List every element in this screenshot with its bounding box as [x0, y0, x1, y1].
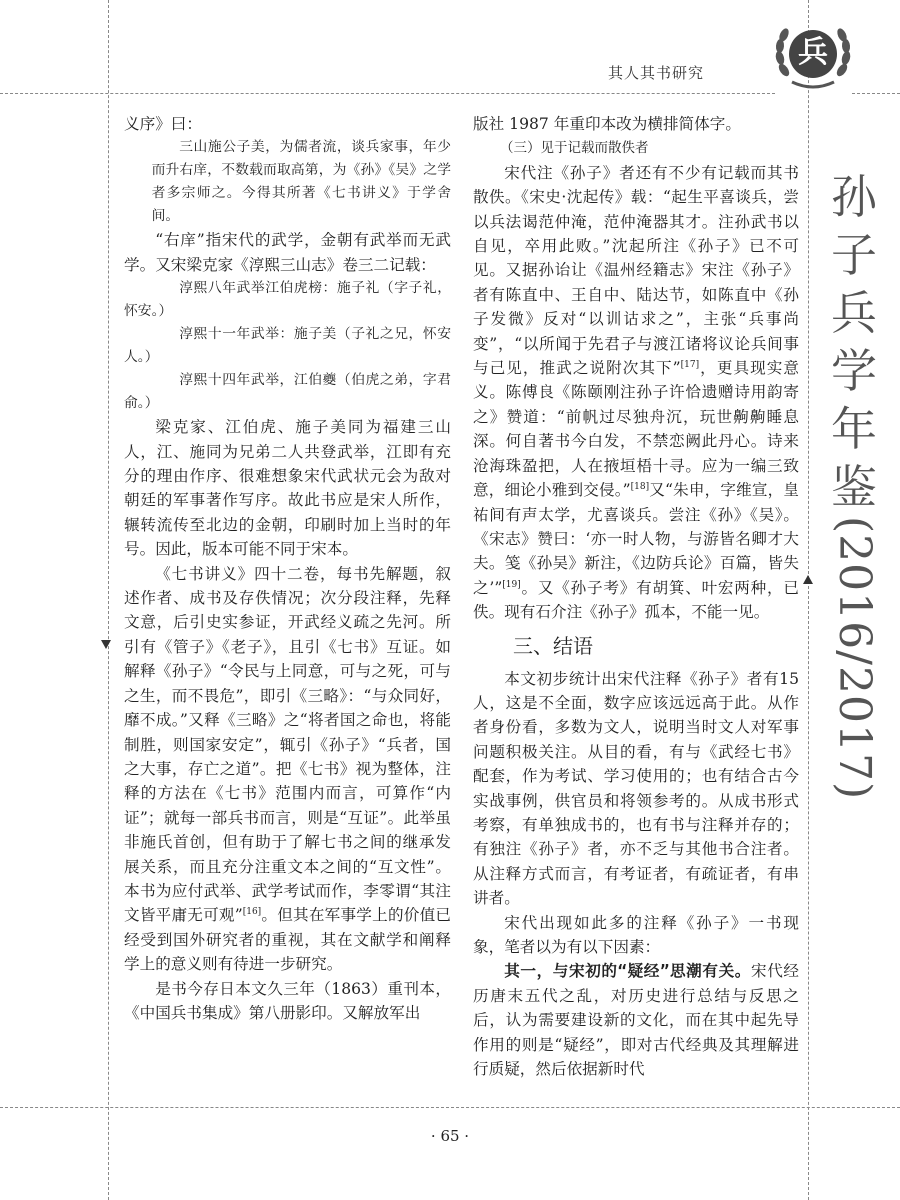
paragraph: 本文初步统计出宋代注释《孙子》者有15人，这是不全面，数字应该远远高于此。从作者身份看，多数为文人，说明当时文人对军事问题积极关注。从目的看，有与《武经七书》配套，作为考试、学习使用的；也有结合古今实战事例，供官员和将领参考的。从成书形式考察，有单独成书的，也有书与注释并存的；有独注《孙子》者，亦不乏与其他书合注者。从注释方式而言，有考证者，有疏证者，有串讲者。	[473, 669, 799, 908]
block-quote: 淳熙十一年武举：施子美（子礼之兄，怀安人。）	[124, 326, 451, 366]
title-char: 年	[831, 402, 877, 456]
bottom-rule	[0, 1107, 900, 1108]
top-rule-right	[852, 93, 900, 94]
paragraph: 义序》曰：	[124, 115, 202, 133]
paragraph	[473, 959, 799, 1081]
text-run: ，更具现实意义。陈傅良《陈颐刚注孙子许恰遗赠诗用韵寄之》赞道：“前帆过尽独舟沉，玩世齁齁睡息深。何自著书今白发，不禁恋阙此丹心。诗来沧海珠盈把，人在掖垣梧十寻。应为一编三致意，细论小雅到交侵。”	[473, 359, 799, 500]
footnote-ref[interactable]: [18]	[630, 481, 650, 492]
title-char: 兵	[831, 286, 877, 340]
title-char: 学	[831, 344, 877, 398]
block-quote: 三山施公子美，为儒者流，谈兵家事，年少而升右庠，不数载而取高第，为《孙》《吴》之学者多宗师之。今得其所著《七书讲义》于学舍间。	[151, 139, 451, 225]
text-run: 。但其在军事学上的价值已经受到国外研究者的重视，其在文献学和阐释学上的意义则有待进一步研究。	[124, 906, 451, 974]
up-triangle-marker	[803, 575, 813, 584]
title-char: 鉴	[831, 460, 877, 514]
text-run: 。又《孙子考》有胡箕、叶宏两种，已佚。现有石介注《孙子》孤本，不能一见。	[473, 578, 799, 622]
paragraph: “右庠”指宋代的武学，金朝有武举而无武学。又宋梁克家《淳熙三山志》卷三二记载：	[124, 231, 451, 274]
title-char: 孙	[831, 170, 877, 224]
block-quote: 淳熙八年武举江伯虎榜：施子礼（字子礼，怀安。）	[124, 280, 451, 320]
running-header: 其人其书研究	[608, 64, 705, 82]
text-run: 宋代注《孙子》者还有不少有记载而其书散佚。《宋史·沈起传》载：“起生平喜谈兵，尝以兵法谒范仲淹，范仲淹器其才。注孙武书以自见，卒用此败。”沈起所注《孙子》已不可见。又据孙诒让《温州经籍志》宋注《孙子》者有陈直中、王自中、陆达节，如陈直中《孙子发微》反对“以训诂求之”，主张“兵事尚变”，“以所闻于先君子与渡江诸将议论兵间事与己见，推武之说附次其下”	[473, 163, 799, 378]
bold-lead-in: 其一，与宋初的“疑经”思潮有关。	[504, 962, 751, 981]
paragraph: 版社 1987 年重印本改为横排简体字。	[473, 115, 741, 133]
title-char: 子	[831, 228, 877, 282]
paragraph: 宋代出现如此多的注释《孙子》一书现象，笔者以为有以下因素：	[473, 913, 799, 956]
right-margin-rule	[808, 0, 809, 1200]
section-heading: 三、结语	[513, 633, 593, 658]
logo-glyph: 兵	[798, 35, 828, 70]
page-number: · 65 ·	[430, 1127, 470, 1145]
left-column	[124, 112, 451, 1025]
text-run: 又“朱申，字维宣，皇祐间有声太学，尤喜谈兵。尝注《孙》《吴》。《宋志》赞曰：‘亦一时人物，与游皆名卿才大夫。笺《孙吴》新注，《边防兵论》百篇，皆失之’”	[473, 481, 799, 597]
footnote-ref[interactable]: [16]	[242, 907, 262, 918]
footnote-ref[interactable]: [17]	[680, 359, 700, 370]
paragraph: 梁克家、江伯虎、施子美同为福建三山人，江、施同为兄弟二人共登武举，江即有充分的理由作序、很难想象宋代武状元会为敌对朝廷的军事著作写序。故此书应是宋人所作，辗转流传至北边的金朝，印刷时加上当时的年号。因此，版本可能不同于宋本。	[124, 418, 451, 559]
paragraph	[124, 562, 451, 977]
title-year: (2016/2017)	[829, 516, 880, 801]
text-run: 宋代经历唐末五代之乱，对历史进行总结与反思之后，认为需要建设新的文化，而在其中起先导作用的则是“疑经”，即对古代经典及其理解进行质疑，然后依据新时代	[473, 962, 799, 1079]
text-run: 《七书讲义》四十二卷，每书先解题，叙述作者、成书及存佚情况；次分段注释，先释文意，后引史实参证，开武经义疏之先河。所引有《管子》《老子》，且引《七书》互证。如解释《孙子》“令民与上同意，可与之死，可与之生，而不畏危”，即引《三略》：“与众同好，靡不成。”又释《三略》之“将者国之命也，将能制胜，则国家安定”，辄引《孙子》“兵者，国之大事，存亡之道”。把《七书》视为整体，注释的方法在《七书》范围内而言，可算作“内证”；就每一部兵书而言，则是“互证”。此举虽非施氏首创，但有助于了解七书之间的继承发展关系，而且充分注重文本之间的“互文性”。本书为应付武举、武学考试而作，李零谓“其注文皆平庸无可观”	[124, 564, 451, 925]
paragraph: 是书今存日本文久三年（1863）重刊本，《中国兵书集成》第八册影印。又解放军出	[124, 979, 451, 1022]
block-quote: 淳熙十四年武举，江伯夔（伯虎之弟，字君俞。）	[124, 372, 451, 412]
yearbook-title	[822, 168, 886, 800]
footnote-ref[interactable]: [19]	[502, 579, 521, 590]
logo-emblem	[770, 14, 856, 94]
subsection-heading: （三）见于记载而散佚者	[500, 140, 649, 157]
right-column	[473, 112, 799, 1081]
top-rule	[0, 93, 775, 94]
left-margin-rule	[108, 0, 109, 1200]
paragraph	[473, 161, 799, 625]
down-triangle-marker	[101, 640, 111, 649]
